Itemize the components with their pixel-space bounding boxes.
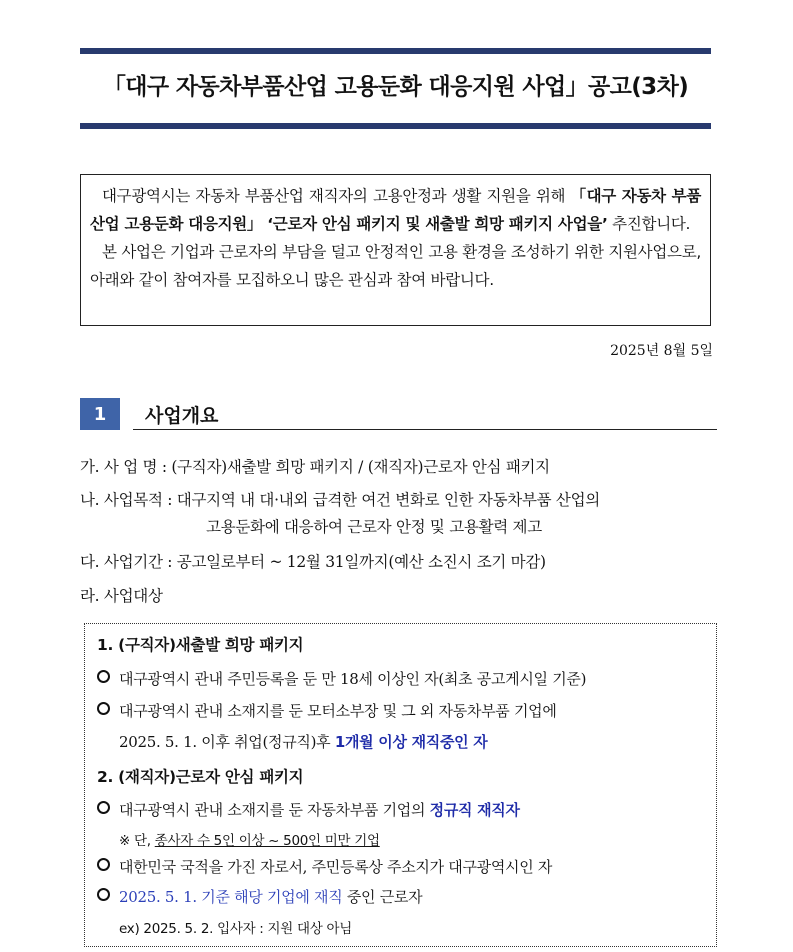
target-example: ex) 2025. 5. 2. 입사자 : 지원 대상 아님 — [119, 921, 352, 937]
intro-text-end: 추진합니다. — [607, 215, 691, 233]
target-bullet — [97, 856, 552, 877]
target-heading-employee: 2. (재직자)근로자 안심 패키지 — [97, 768, 304, 786]
overview-project-name: 가. 사 업 명 : (구직자)새출발 희망 패키지 / (재직자)근로자 안심 패키지 — [80, 458, 550, 476]
section-underline — [133, 429, 717, 430]
overview-period: 다. 사업기간 : 공고일로부터 ~ 12월 31일까지(예산 소진시 조기 마감) — [80, 553, 546, 571]
bottom-rule — [80, 123, 711, 129]
circle-bullet-icon — [97, 888, 110, 901]
target-box — [84, 623, 717, 947]
bullet-text: 대구광역시 관내 주민등록을 둔 만 18세 이상인 자(최초 공고게시일 기준) — [119, 670, 587, 688]
overview-target-heading: 라. 사업대상 — [80, 587, 163, 605]
circle-bullet-icon — [97, 702, 110, 715]
target-bullet — [97, 886, 422, 907]
overview-purpose: 나. 사업목적 : 대구지역 내 대·내외 급격한 여건 변화로 인한 자동차부품 산업의 — [80, 491, 600, 509]
target-heading-jobseeker: 1. (구직자)새출발 희망 패키지 — [97, 636, 304, 654]
blue-text: 2025. 5. 1. 기준 해당 기업에 재직 — [119, 888, 343, 906]
page-title: 「대구 자동차부품산업 고용둔화 대응지원 사업」공고(3차) — [102, 74, 689, 100]
bullet-text: 대구광역시 관내 소재지를 둔 모터소부장 및 그 외 자동차부품 기업에 — [119, 702, 557, 720]
bullet-text: 2025. 5. 1. 이후 취업(정규직)후 — [119, 733, 335, 751]
target-bullet — [97, 668, 586, 689]
section-number-badge: 1 — [80, 398, 120, 430]
intro-paragraph-2: 본 사업은 기업과 근로자의 부담을 덜고 안정적인 고용 환경을 조성하기 위한 지원사업으로, 아래와 같이 참여자를 모집하오니 많은 관심과 참여 바랍니다. — [90, 243, 701, 289]
circle-bullet-icon — [97, 801, 110, 814]
bullet-text: 대한민국 국적을 가진 자로서, 주민등록상 주소지가 대구광역시인 자 — [119, 858, 553, 876]
highlight-text: 1개월 이상 재직중인 자 — [334, 733, 488, 751]
announcement-date: 2025년 8월 5일 — [610, 343, 713, 359]
target-bullet-cont — [119, 731, 487, 752]
intro-text: 대구광역시는 자동차 부품산업 재직자의 고용안정과 생활 지원을 위해 — [102, 187, 571, 205]
note-prefix: ※ 단, — [119, 833, 155, 849]
section-title: 사업개요 — [145, 405, 219, 427]
highlight-text: 정규직 재직자 — [429, 801, 520, 819]
target-note — [119, 829, 380, 849]
intro-paragraph-1 — [90, 182, 701, 238]
overview-purpose-cont: 고용둔화에 대응하여 근로자 안정 및 고용활력 제고 — [206, 518, 542, 536]
bullet-text: 대구광역시 관내 소재지를 둔 자동차부품 기업의 — [119, 801, 430, 819]
note-underlined: 종사자 수 5인 이상 ~ 500인 미만 기업 — [154, 833, 380, 849]
bullet-text: 중인 근로자 — [342, 888, 423, 906]
target-bullet — [97, 700, 557, 721]
intro-bold-text: 「대구 자동차 부품 산업 고용둔화 대응지원」 ‘근로자 안심 패키지 및 새출발 희망 패키지 사업을’ — [90, 187, 701, 233]
top-rule — [80, 48, 711, 54]
intro-box — [80, 174, 711, 326]
circle-bullet-icon — [97, 858, 110, 871]
target-bullet — [97, 799, 520, 820]
circle-bullet-icon — [97, 670, 110, 683]
